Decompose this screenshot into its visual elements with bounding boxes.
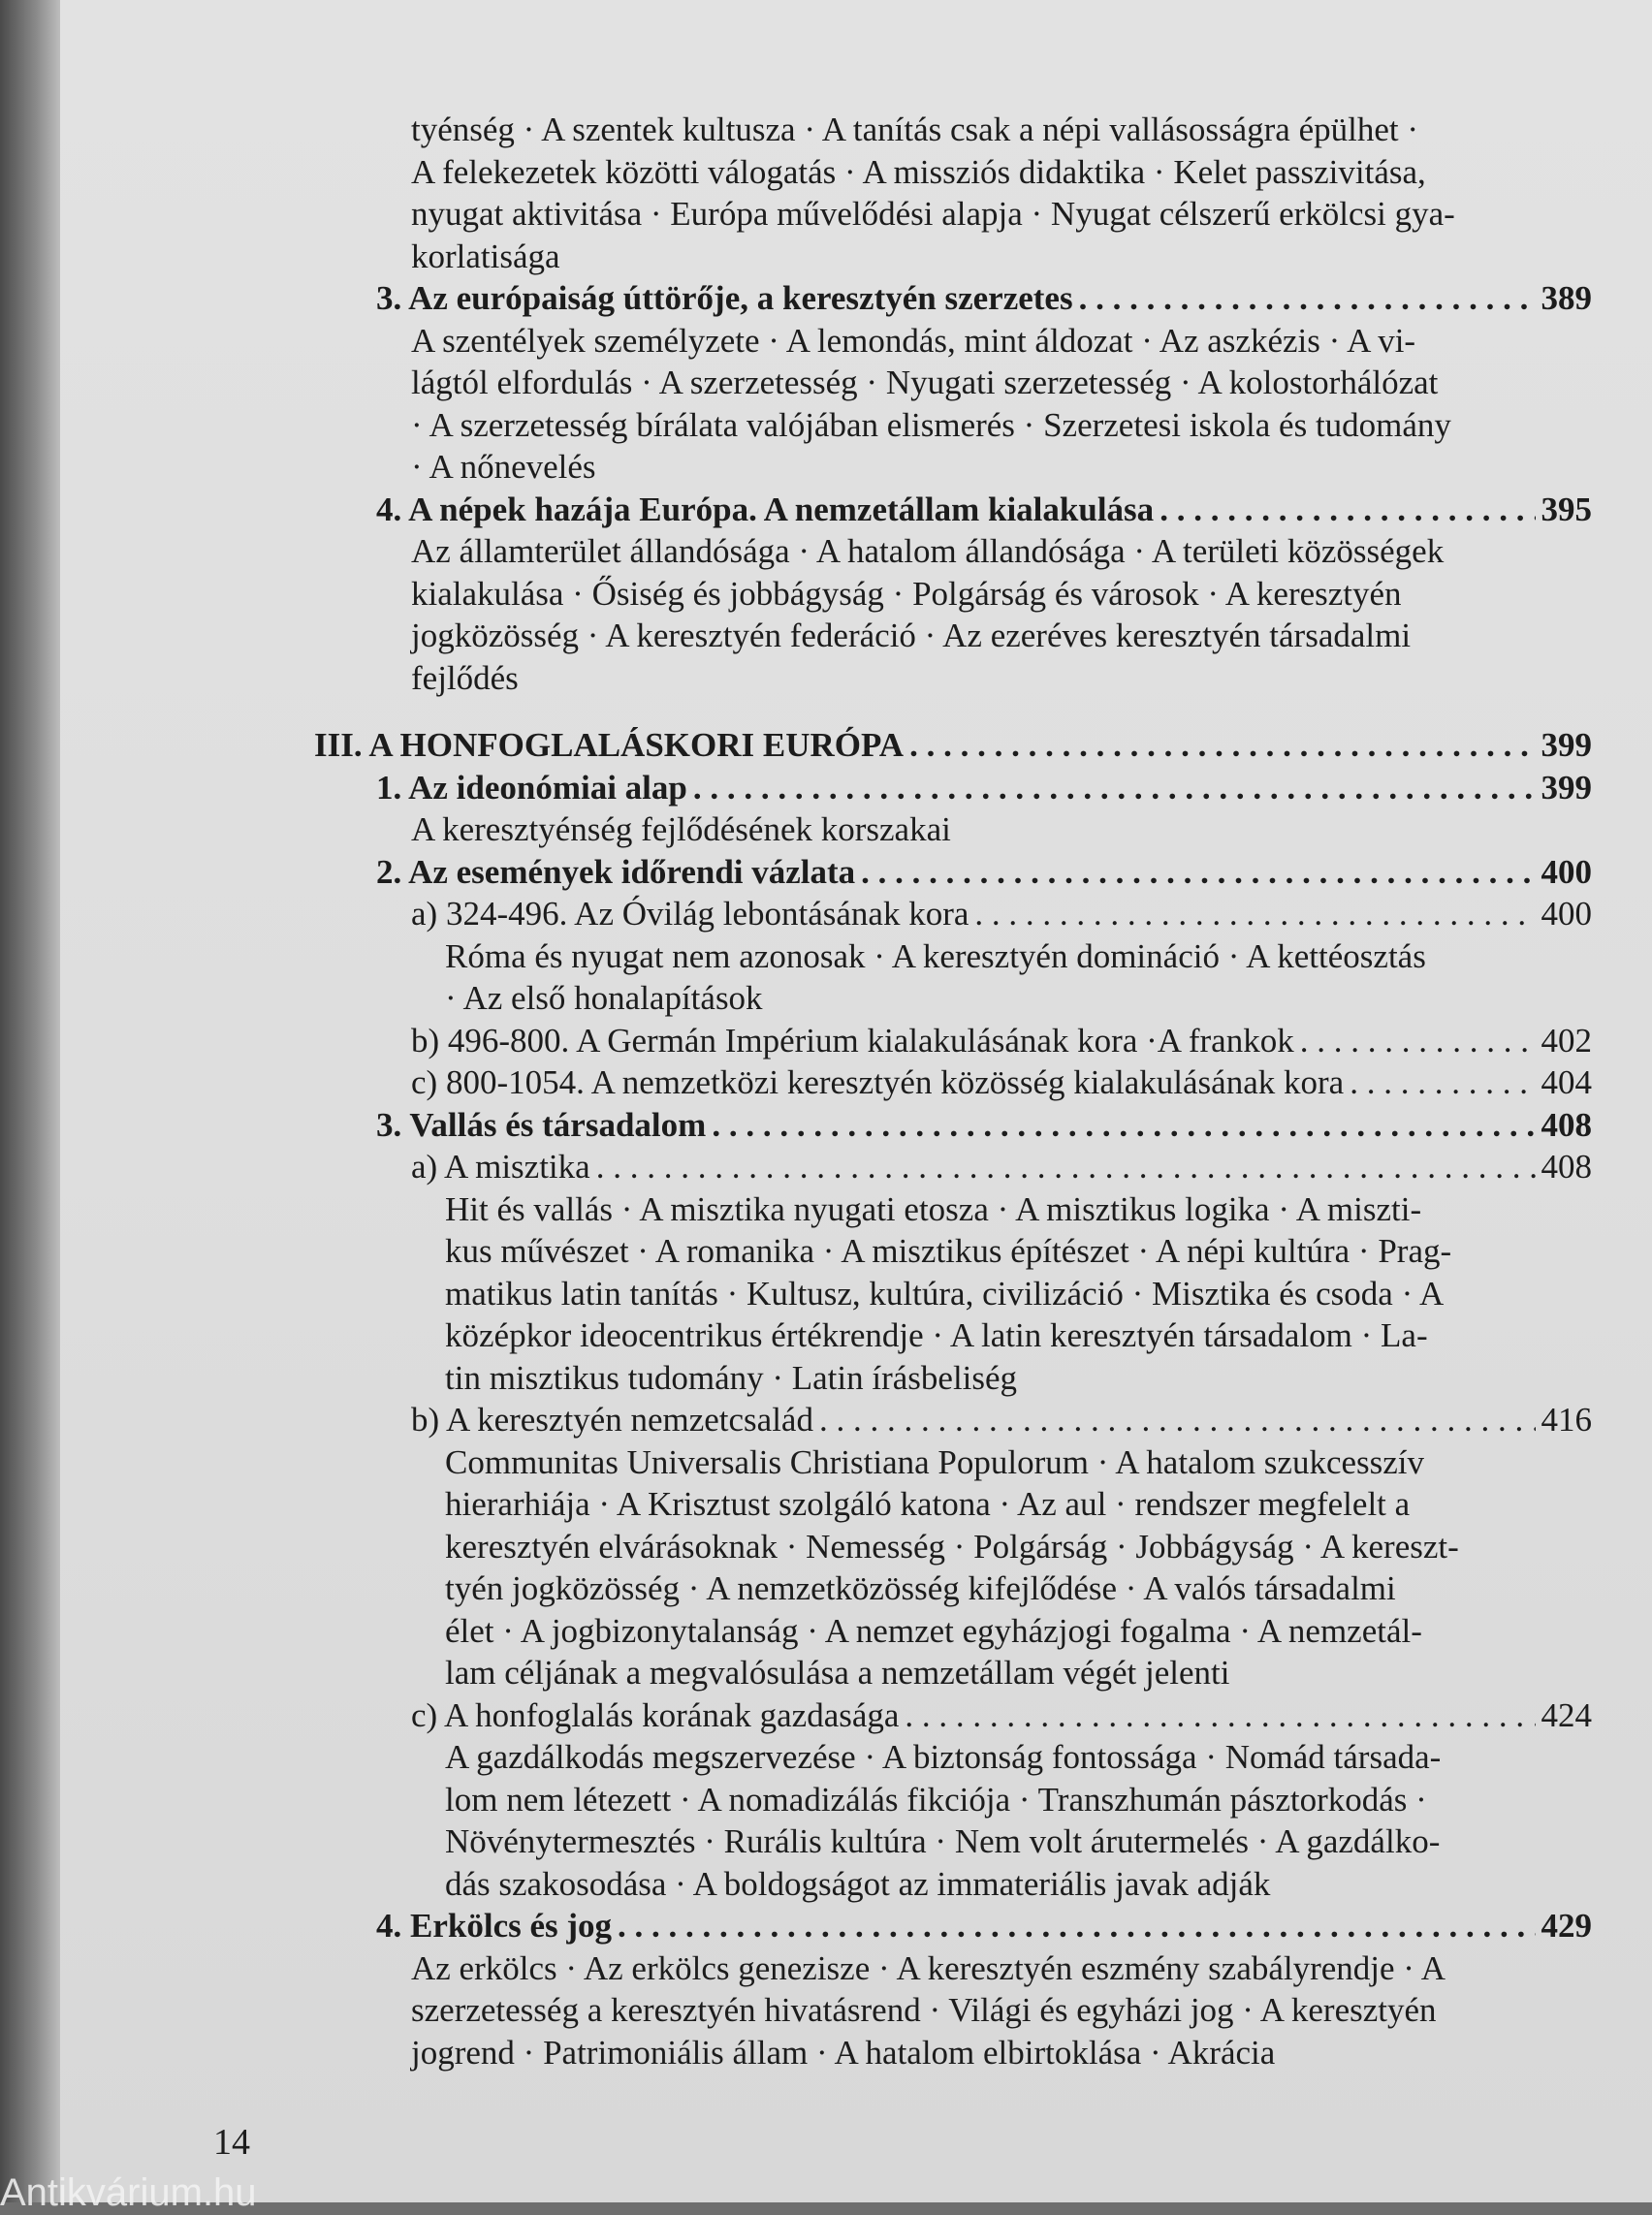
text-line: kus művészet · A romanika · A misztikus építészet · A népi kultúra · Prag- [445, 1232, 1452, 1270]
toc-entry[interactable] [376, 277, 1592, 320]
entry-description [411, 1947, 1592, 2074]
page-reference: 389 [1541, 279, 1592, 317]
text-line: · A szerzetesség bírálata valójában elismerés · Szerzetesi iskola és tudomány [411, 405, 1451, 444]
page-reference: 402 [1541, 1021, 1592, 1060]
toc-subentry[interactable] [411, 1020, 1592, 1062]
entry-description [411, 530, 1592, 699]
text-line: kialakulása · Ősiség és jobbágyság · Polgárság és városok · A keresztyén [411, 574, 1402, 613]
text-line: lom nem létezett · A nomadizálás fikciója · Transzhumán pásztorkodás · [445, 1780, 1427, 1819]
toc-subentry[interactable] [411, 1146, 1592, 1188]
book-page [60, 0, 1652, 2202]
dot-leader [1079, 277, 1536, 320]
toc-entry[interactable] [376, 851, 1592, 894]
entry-title: 4. A népek hazája Európa. A nemzetállam kialakulása [376, 490, 1155, 528]
text-line: keresztyén elvárásoknak · Nemesség · Polgárság · Jobbágyság · A kereszt- [445, 1527, 1459, 1566]
toc-subentry[interactable] [411, 893, 1592, 935]
text-line: · Az első honalapítások [445, 979, 763, 1017]
dot-leader [1300, 1020, 1536, 1062]
subentry-title: c) A honfoglalás korának gazdasága [411, 1695, 900, 1734]
text-line: Communitas Universalis Christiana Populorum · A hatalom szukcesszív [445, 1442, 1425, 1481]
subentry-title: b) A keresztyén nemzetcsalád [411, 1401, 813, 1439]
text-line: · A nőnevelés [411, 448, 596, 486]
text-line: jogrend · Patrimoniális állam · A hatalom elbirtoklása · Akrácia [411, 2033, 1276, 2072]
entry-title: 2. Az események időrendi vázlata [376, 852, 856, 891]
text-line: A gazdálkodás megszervezése · A biztonság fontossága · Nomád társada- [445, 1738, 1442, 1776]
text-line: Róma és nyugat nem azonosak · A keresztyén domináció · A kettéosztás [445, 936, 1426, 975]
subentry-description [445, 1441, 1592, 1694]
text-line: Az államterület állandósága · A hatalom állandósága · A területi közösségek [411, 532, 1445, 570]
text-line: élet · A jogbizonytalanság · A nemzet egyházjogi fogalma · A nemzetál- [445, 1611, 1422, 1650]
text-line: Hit és vallás · A misztika nyugati etosza · A misztikus logika · A miszti- [445, 1189, 1422, 1228]
entry-title: 3. Az európaiság úttörője, a keresztyén szerzetes [376, 279, 1073, 317]
page-reference: 408 [1541, 1105, 1592, 1144]
subentry-description [445, 1188, 1592, 1400]
page-reference: 429 [1541, 1907, 1592, 1945]
text-line: Az erkölcs · Az erkölcs genezisze · A keresztyén eszmény szabályrendje · A [411, 1948, 1446, 1987]
subentry-description [445, 935, 1592, 1020]
text-line: korlatisága [411, 237, 560, 275]
page-reference: 416 [1541, 1401, 1592, 1439]
text-line: tyénség · A szentek kultusza · A tanítás csak a népi vallásosságra épülhet · [411, 111, 1419, 148]
dot-leader [596, 1146, 1536, 1188]
text-line: lam céljának a megvalósulása a nemzetállam végét jelenti [445, 1654, 1230, 1692]
text-line: jogközösség · A keresztyén federáció · Az ezeréves keresztyén társadalmi [411, 617, 1412, 654]
page-reference: 399 [1541, 768, 1592, 807]
text-line: tin misztikus tudomány · Latin írásbeliség [445, 1358, 1018, 1397]
text-line: matikus latin tanítás · Kultusz, kultúra, civilizáció · Misztika és csoda · A [445, 1274, 1445, 1313]
text-line: középkor ideocentrikus értékrendje · A latin keresztyén társadalom · La- [445, 1316, 1428, 1354]
dot-leader [618, 1905, 1535, 1947]
text-line: szerzetesség a keresztyén hivatásrend · Világi és egyházi jog · A keresztyén [411, 1991, 1437, 2029]
dot-leader [693, 767, 1536, 809]
toc-subentry[interactable] [411, 1061, 1592, 1104]
text-line: nyugat aktivitása · Európa művelődési alapja · Nyugat célszerű erkölcsi gya- [411, 195, 1455, 233]
dot-leader [861, 851, 1535, 894]
dot-leader [819, 1399, 1536, 1441]
part-title: III. A HONFOGLALÁSKORI EURÓPA [314, 726, 905, 764]
book-binding-edge [0, 0, 60, 2202]
table-of-contents [314, 109, 1592, 2073]
text-line: tyén jogközösség · A nemzetközösség kifejlődése · A valós társadalmi [445, 1569, 1396, 1607]
toc-entry[interactable] [376, 767, 1592, 809]
page-reference: 400 [1541, 852, 1592, 891]
dot-leader [1160, 489, 1535, 531]
subentry-title: a) A misztika [411, 1148, 590, 1186]
text-line: fejlődés [411, 658, 519, 697]
entry-description [411, 320, 1592, 489]
entry-description [411, 808, 1592, 851]
page-reference: 404 [1541, 1063, 1592, 1101]
subentry-description [445, 1736, 1592, 1905]
text-line: lágtól elfordulás · A szerzetesség · Nyugati szerzetesség · A kolostorhálózat [411, 364, 1439, 401]
subentry-title: b) 496-800. A Germán Impérium kialakulásának kora ·A frankok [411, 1021, 1294, 1060]
dot-leader [909, 724, 1535, 767]
page-reference: 400 [1541, 895, 1592, 933]
toc-entry[interactable] [376, 1905, 1592, 1947]
page-reference: 408 [1541, 1148, 1592, 1186]
toc-part-entry[interactable] [314, 724, 1592, 767]
entry-description [411, 109, 1592, 277]
text-line: Növénytermesztés · Rurális kultúra · Nem volt árutermelés · A gazdálko- [445, 1822, 1441, 1860]
dot-leader [905, 1694, 1535, 1737]
dot-leader [974, 893, 1535, 935]
entry-title: 4. Erkölcs és jog [376, 1907, 613, 1945]
toc-entry[interactable] [376, 489, 1592, 531]
text-line: A keresztyénség fejlődésének korszakai [411, 810, 951, 848]
text-line: A felekezetek közötti válogatás · A missziós didaktika · Kelet passzivitása, [411, 152, 1426, 191]
subentry-title: c) 800-1054. A nemzetközi keresztyén közösség kialakulásának kora [411, 1063, 1345, 1101]
page-reference: 399 [1541, 726, 1592, 764]
page-reference: 424 [1541, 1695, 1592, 1734]
entry-title: 1. Az ideonómiai alap [376, 768, 687, 807]
text-line: dás szakosodása · A boldogságot az immateriális javak adják [445, 1864, 1271, 1903]
section-gap [314, 699, 1592, 724]
entry-title: 3. Vallás és társadalom [376, 1105, 707, 1144]
text-line: A szentélyek személyzete · A lemondás, mint áldozat · Az aszkézis · A vi- [411, 321, 1416, 360]
page-number: 14 [213, 2122, 250, 2163]
toc-entry[interactable] [376, 1104, 1592, 1147]
dot-leader [712, 1104, 1535, 1147]
dot-leader [1350, 1061, 1535, 1104]
toc-subentry[interactable] [411, 1399, 1592, 1441]
page-reference: 395 [1541, 490, 1592, 528]
subentry-title: a) 324-496. Az Óvilág lebontásának kora [411, 895, 969, 933]
text-line: hierarhiája · A Krisztust szolgáló katona · Az aul · rendszer megfelelt a [445, 1485, 1411, 1523]
toc-subentry[interactable] [411, 1694, 1592, 1737]
watermark: Antikvárium.hu [0, 2171, 257, 2214]
